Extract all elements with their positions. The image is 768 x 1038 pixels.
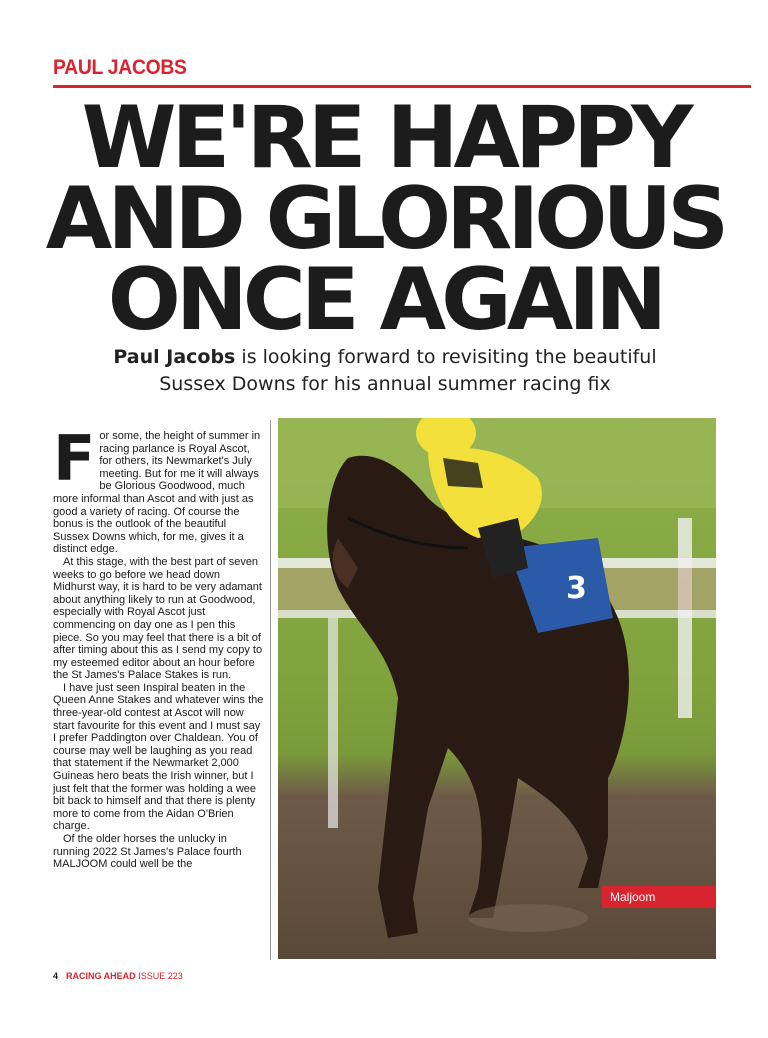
headline-line-3: ONCE AGAIN bbox=[107, 250, 663, 350]
headline bbox=[40, 88, 730, 350]
headline-line-1: WE'RE HAPPY bbox=[81, 88, 689, 188]
standfirst-line-1: is looking forward to revisiting the beautiful bbox=[235, 346, 657, 368]
race-photo bbox=[278, 418, 716, 959]
svg-text:3: 3 bbox=[566, 571, 587, 606]
author-tag: PAUL JACOBS bbox=[53, 56, 187, 79]
page-number: 4 bbox=[53, 971, 59, 981]
standfirst-author: Paul Jacobs bbox=[113, 346, 236, 368]
standfirst bbox=[40, 344, 730, 398]
article-paragraph bbox=[53, 430, 265, 556]
magazine-name: RACING AHEAD bbox=[66, 971, 136, 981]
horse-racing-image bbox=[278, 418, 716, 959]
page-footer bbox=[53, 971, 183, 981]
headline-line-2: AND GLORIOUS bbox=[45, 169, 725, 269]
article-body bbox=[53, 430, 265, 960]
column-divider bbox=[270, 420, 271, 960]
article-paragraph: Of the older horses the unlucky in running 2022 St James's Palace fourth MALJOOM could well be the bbox=[53, 833, 242, 871]
paragraph-text: or some, the height of summer in racing parlance is Royal Ascot, for others, its Newmarket's July meeting. But for me it will always be Glorious Goodwood, much more informal than Ascot and with just as good a variety of racing. Of course the bonus is the outlook of the beautiful Sussex Downs which, for me, gives it a distinct edge. bbox=[53, 430, 261, 556]
drop-cap: F bbox=[53, 430, 96, 495]
article-paragraph: I have just seen Inspiral beaten in the Queen Anne Stakes and whatever wins the three-year-old contest at Ascot will now start favourite for this event and I must say I prefer Paddington over Chaldean. You of course may well be laughing as you read that statement if the Newmarket 2,000 Guineas hero beats the Irish winner, but I just felt that the former was holding a wee bit back to himself and that there is plenty more to come from the Aidan O'Brien charge. bbox=[53, 681, 264, 833]
photo-caption: Maljoom bbox=[602, 886, 716, 908]
article-paragraph: At this stage, with the best part of seven weeks to go before we head down Midhurst way, it is hard to be very adamant about anything likely to run at Goodwood, especially with Royal Ascot just commencing on day one as I pen this piece. So you may feel that there is a bit of after timing about this as I send my copy to my esteemed editor about an hour before the St James's Palace Stakes is run. bbox=[53, 555, 263, 682]
issue-number: ISSUE 223 bbox=[138, 971, 183, 981]
standfirst-line-2: Sussex Downs for his annual summer racing fix bbox=[159, 373, 611, 395]
